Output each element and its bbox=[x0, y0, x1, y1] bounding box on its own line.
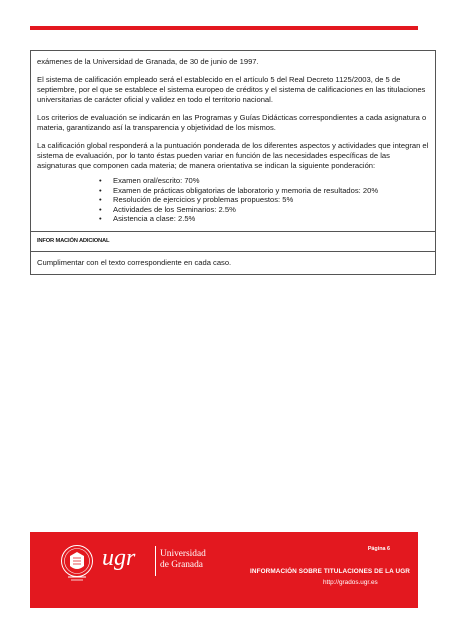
section-heading: INFOR MACIÓN ADICIONAL bbox=[31, 231, 435, 251]
list-item: • Resolución de ejercicios y problemas propuestos: 5% bbox=[113, 195, 429, 204]
list-item: • Examen de prácticas obligatorias de laboratorio y memoria de resultados: 20% bbox=[113, 186, 429, 195]
info-title: INFORMACIÓN SOBRE TITULACIONES DE LA UGR bbox=[250, 568, 410, 575]
grados-link[interactable]: http://grados.ugr.es bbox=[323, 579, 378, 586]
page-footer bbox=[30, 532, 418, 608]
university-name bbox=[160, 549, 206, 571]
logo-divider bbox=[155, 546, 156, 576]
list-item: • Actividades de los Seminarios: 2.5% bbox=[113, 205, 429, 214]
ugr-logo-text: ugr bbox=[102, 545, 136, 571]
header-red-rule bbox=[30, 26, 418, 30]
university-name-line1: Universidad bbox=[160, 549, 206, 559]
paragraph-exams: exámenes de la Universidad de Granada, de 30 de junio de 1997. bbox=[37, 57, 259, 66]
paragraph-weighting: La calificación global responderá a la puntuación ponderada de los diferentes aspectos y actividades que integran el sistema de evaluación, por lo tanto éstas pueden variar en función de las necesidades específicas de las asignaturas que componen cada materia; de manera orientativa se indican la siguiente ponderación: bbox=[37, 140, 429, 170]
paragraph-grading-system: El sistema de calificación empleado será el establecido en el artículo 5 del Real Decreto 1125/2003, de 5 de septiembre, por el que se establece el sistema europeo de créditos y el sistema de calificaciones en las titulaciones universitarias de carácter oficial y validez en todo el territorio nacional. bbox=[37, 75, 426, 104]
weighting-list bbox=[37, 176, 429, 223]
university-name-line2: de Granada bbox=[160, 560, 203, 570]
paragraph-criteria: Los criterios de evaluación se indicarán en las Programas y Guías Didácticas correspondientes a cada asignatura o materia, garantizando así la transparencia y objetividad de los mismos. bbox=[37, 112, 427, 132]
content-table bbox=[30, 50, 436, 275]
section-text: Cumplimentar con el texto correspondiente en cada caso. bbox=[31, 251, 435, 274]
list-item: • Examen oral/escrito: 70% bbox=[113, 176, 429, 185]
list-item: • Asistencia a clase: 2.5% bbox=[113, 214, 429, 223]
evaluation-section bbox=[31, 51, 435, 231]
page-number: Página 6 bbox=[367, 546, 390, 552]
university-crest-icon bbox=[60, 544, 94, 584]
